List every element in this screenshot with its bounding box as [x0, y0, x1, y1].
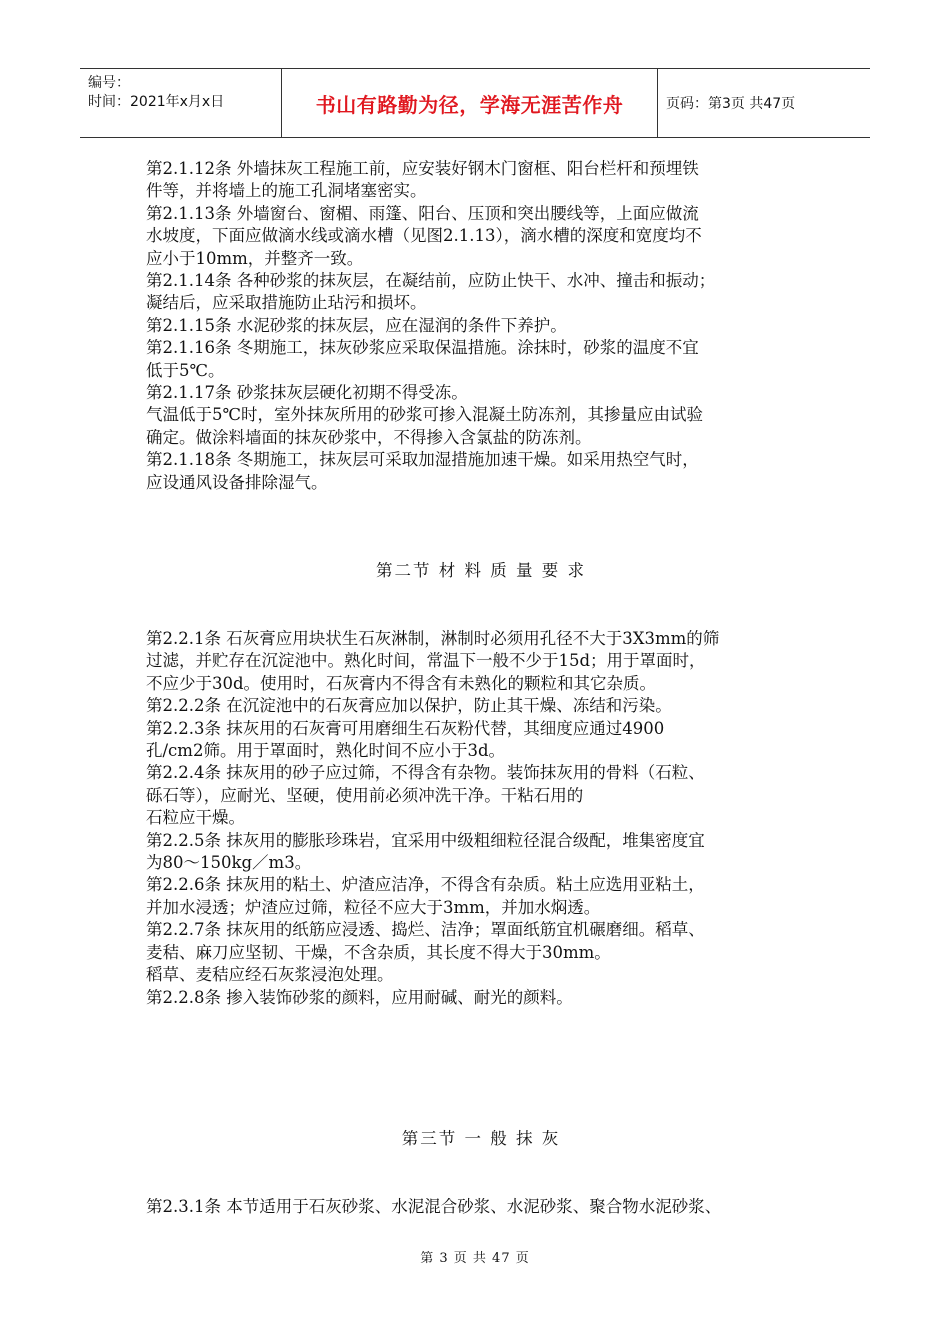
text-line: 第2.1.12条 外墙抹灰工程施工前，应安装好钢木门窗框、阳台栏杆和预埋铁 [146, 159, 699, 178]
text-line: 第2.1.14条 各种砂浆的抹灰层，在凝结前，应防止快干、水冲、撞击和振动； [146, 271, 716, 291]
text-line: 砾石等），应耐光、坚硬，使用前必须冲洗干净。干粘石用的 [146, 785, 584, 805]
block-2-3 [146, 1196, 816, 1218]
text-line: 第2.2.8条 掺入装饰砂浆的颜料，应用耐碱、耐光的颜料。 [146, 987, 573, 1007]
text-line: 麦秸、麻刀应坚韧、干燥，不含杂质，其长度不得大于30mm。 [146, 942, 611, 962]
text-line: 件等，并将墙上的施工孔洞堵塞密实。 [146, 181, 427, 201]
text-line: 第2.2.2条 在沉淀池中的石灰膏应加以保护，防止其干燥、冻结和污染。 [146, 696, 672, 716]
text-line: 低于5℃。 [146, 360, 225, 380]
text-line: 水坡度，下面应做滴水线或滴水槽（见图2.1.13），滴水槽的深度和宽度均不 [146, 226, 702, 246]
text-line: 石粒应干燥。 [146, 808, 245, 828]
text-line: 不应少于30d。使用时，石灰膏内不得含有未熟化的颗粒和其它杂质。 [146, 673, 657, 693]
block-2-2 [146, 628, 816, 1009]
text-line: 凝结后，应采取措施防止玷污和损坏。 [146, 293, 427, 313]
header-time: 时间：2021年x月x日 [88, 94, 225, 110]
text-line: 为80～150kg／m3。 [146, 853, 312, 873]
text-line: 第2.1.17条 砂浆抹灰层硬化初期不得受冻。 [146, 383, 468, 403]
text-line: 应设通风设备排除湿气。 [146, 472, 328, 492]
header-meta [80, 69, 282, 137]
text-line: 应小于10mm，并整齐一致。 [146, 248, 364, 268]
text-line: 第2.2.5条 抹灰用的膨胀珍珠岩，宜采用中级粗细粒径混合级配，堆集密度宜 [146, 830, 705, 850]
text-line: 过滤，并贮存在沉淀池中。熟化时间，常温下一般不少于15d；用于罩面时， [146, 651, 706, 671]
text-line: 第2.1.15条 水泥砂浆的抹灰层，应在湿润的条件下养护。 [146, 315, 567, 335]
header-number: 编号： [88, 75, 130, 91]
text-line: 并加水浸透；炉渣应过筛，粒径不应大于3mm，并加水焖透。 [146, 897, 601, 917]
header-page-info: 页码：第3页 共47页 [666, 96, 796, 112]
text-line: 孔/cm2筛。用于罩面时，熟化时间不应小于3d。 [146, 741, 506, 761]
block-2-1 [146, 158, 816, 494]
text-line: 第2.2.3条 抹灰用的石灰膏可用磨细生石灰粉代替，其细度应通过4900 [146, 718, 665, 738]
text-line: 第2.2.6条 抹灰用的粘土、炉渣应洁净，不得含有杂质。粘土应选用亚粘土， [146, 875, 705, 895]
text-line: 确定。做涂料墙面的抹灰砂浆中，不得掺入含氯盐的防冻剂。 [146, 427, 592, 447]
text-line: 第2.1.18条 冬期施工，抹灰层可采取加湿措施加速干燥。如采用热空气时， [146, 450, 699, 470]
text-line: 气温低于5℃时，室外抹灰所用的砂浆可掺入混凝土防冻剂，其掺量应由试验 [146, 405, 703, 425]
text-line: 第2.2.1条 石灰膏应用块状生石灰淋制，淋制时必须用孔径不大于3X3mm的筛 [146, 629, 720, 648]
page-footer: 第 3 页 共 47 页 [420, 1251, 530, 1266]
text-line: 第2.1.13条 外墙窗台、窗楣、雨篷、阳台、压顶和突出腰线等，上面应做流 [146, 203, 699, 223]
section-title-3: 第三节 一 般 抹 灰 [401, 1129, 561, 1148]
text-line: 第2.2.4条 抹灰用的砂子应过筛，不得含有杂物。装饰抹灰用的骨料（石粒、 [146, 763, 705, 783]
text-line: 第2.3.1条 本节适用于石灰砂浆、水泥混合砂浆、水泥砂浆、聚合物水泥砂浆、 [146, 1197, 722, 1216]
section-title-2: 第二节 材 料 质 量 要 求 [376, 561, 586, 580]
page-header [80, 68, 870, 138]
text-line: 第2.1.16条 冬期施工，抹灰砂浆应采取保温措施。涂抹时，砂浆的温度不宜 [146, 338, 699, 358]
text-line: 第2.2.7条 抹灰用的纸筋应浸透、捣烂、洁净；罩面纸筋宜机碾磨细。稻草、 [146, 920, 705, 940]
text-line: 稻草、麦秸应经石灰浆浸泡处理。 [146, 965, 394, 985]
header-motto: 书山有路勤为径，学海无涯苦作舟 [282, 69, 658, 137]
